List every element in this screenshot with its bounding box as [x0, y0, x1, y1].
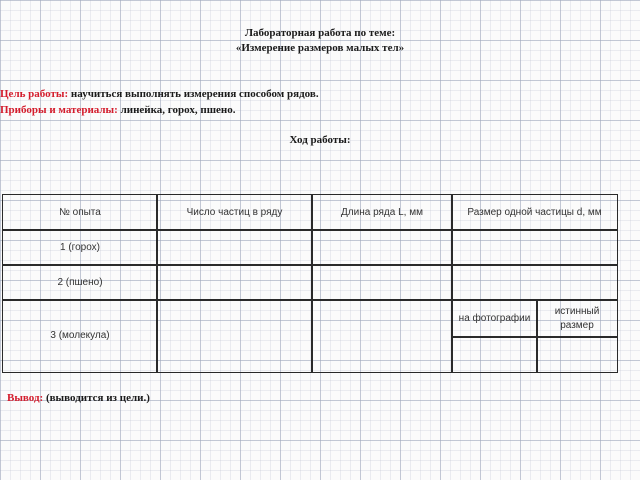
goal-line	[0, 88, 319, 100]
conclusion-line	[7, 392, 150, 404]
worksheet-title-line-2: «Измерение размеров малых тел»	[235, 42, 405, 54]
header-particle-size: Размер одной частицы d, мм	[451, 194, 618, 231]
row-label-millet: 2 (пшено)	[2, 264, 158, 301]
goal-label: Цель работы:	[0, 88, 69, 100]
subheader-on-photo: на фотографии	[451, 299, 538, 338]
cell-size-millet	[451, 264, 618, 301]
cell-count-molecule	[156, 299, 313, 373]
header-row-length: Длина ряда L, мм	[311, 194, 453, 231]
row-label-peas: 1 (горох)	[2, 229, 158, 266]
tools-line	[0, 104, 235, 116]
cell-length-millet	[311, 264, 453, 301]
header-experiment-number: № опыта	[2, 194, 158, 231]
worksheet-title-line-1: Лабораторная работа по теме:	[244, 27, 396, 39]
cell-count-peas	[156, 229, 313, 266]
conclusion-label: Вывод:	[7, 392, 44, 404]
progress-heading: Ход работы:	[289, 134, 351, 146]
cell-size-true	[536, 336, 618, 373]
tools-text: линейка, горох, пшено.	[120, 104, 236, 116]
goal-text: научиться выполнять измерения способом рядов.	[70, 88, 319, 100]
conclusion-text: (выводится из цели.)	[45, 392, 150, 404]
cell-count-millet	[156, 264, 313, 301]
cell-size-on-photo	[451, 336, 538, 373]
tools-label: Приборы и материалы:	[0, 104, 118, 116]
row-label-molecule: 3 (молекула)	[2, 299, 158, 373]
subheader-true-size: истинный размер	[536, 299, 618, 338]
cell-length-peas	[311, 229, 453, 266]
cell-length-molecule	[311, 299, 453, 373]
header-particle-count: Число частиц в ряду	[156, 194, 313, 231]
cell-size-peas	[451, 229, 618, 266]
